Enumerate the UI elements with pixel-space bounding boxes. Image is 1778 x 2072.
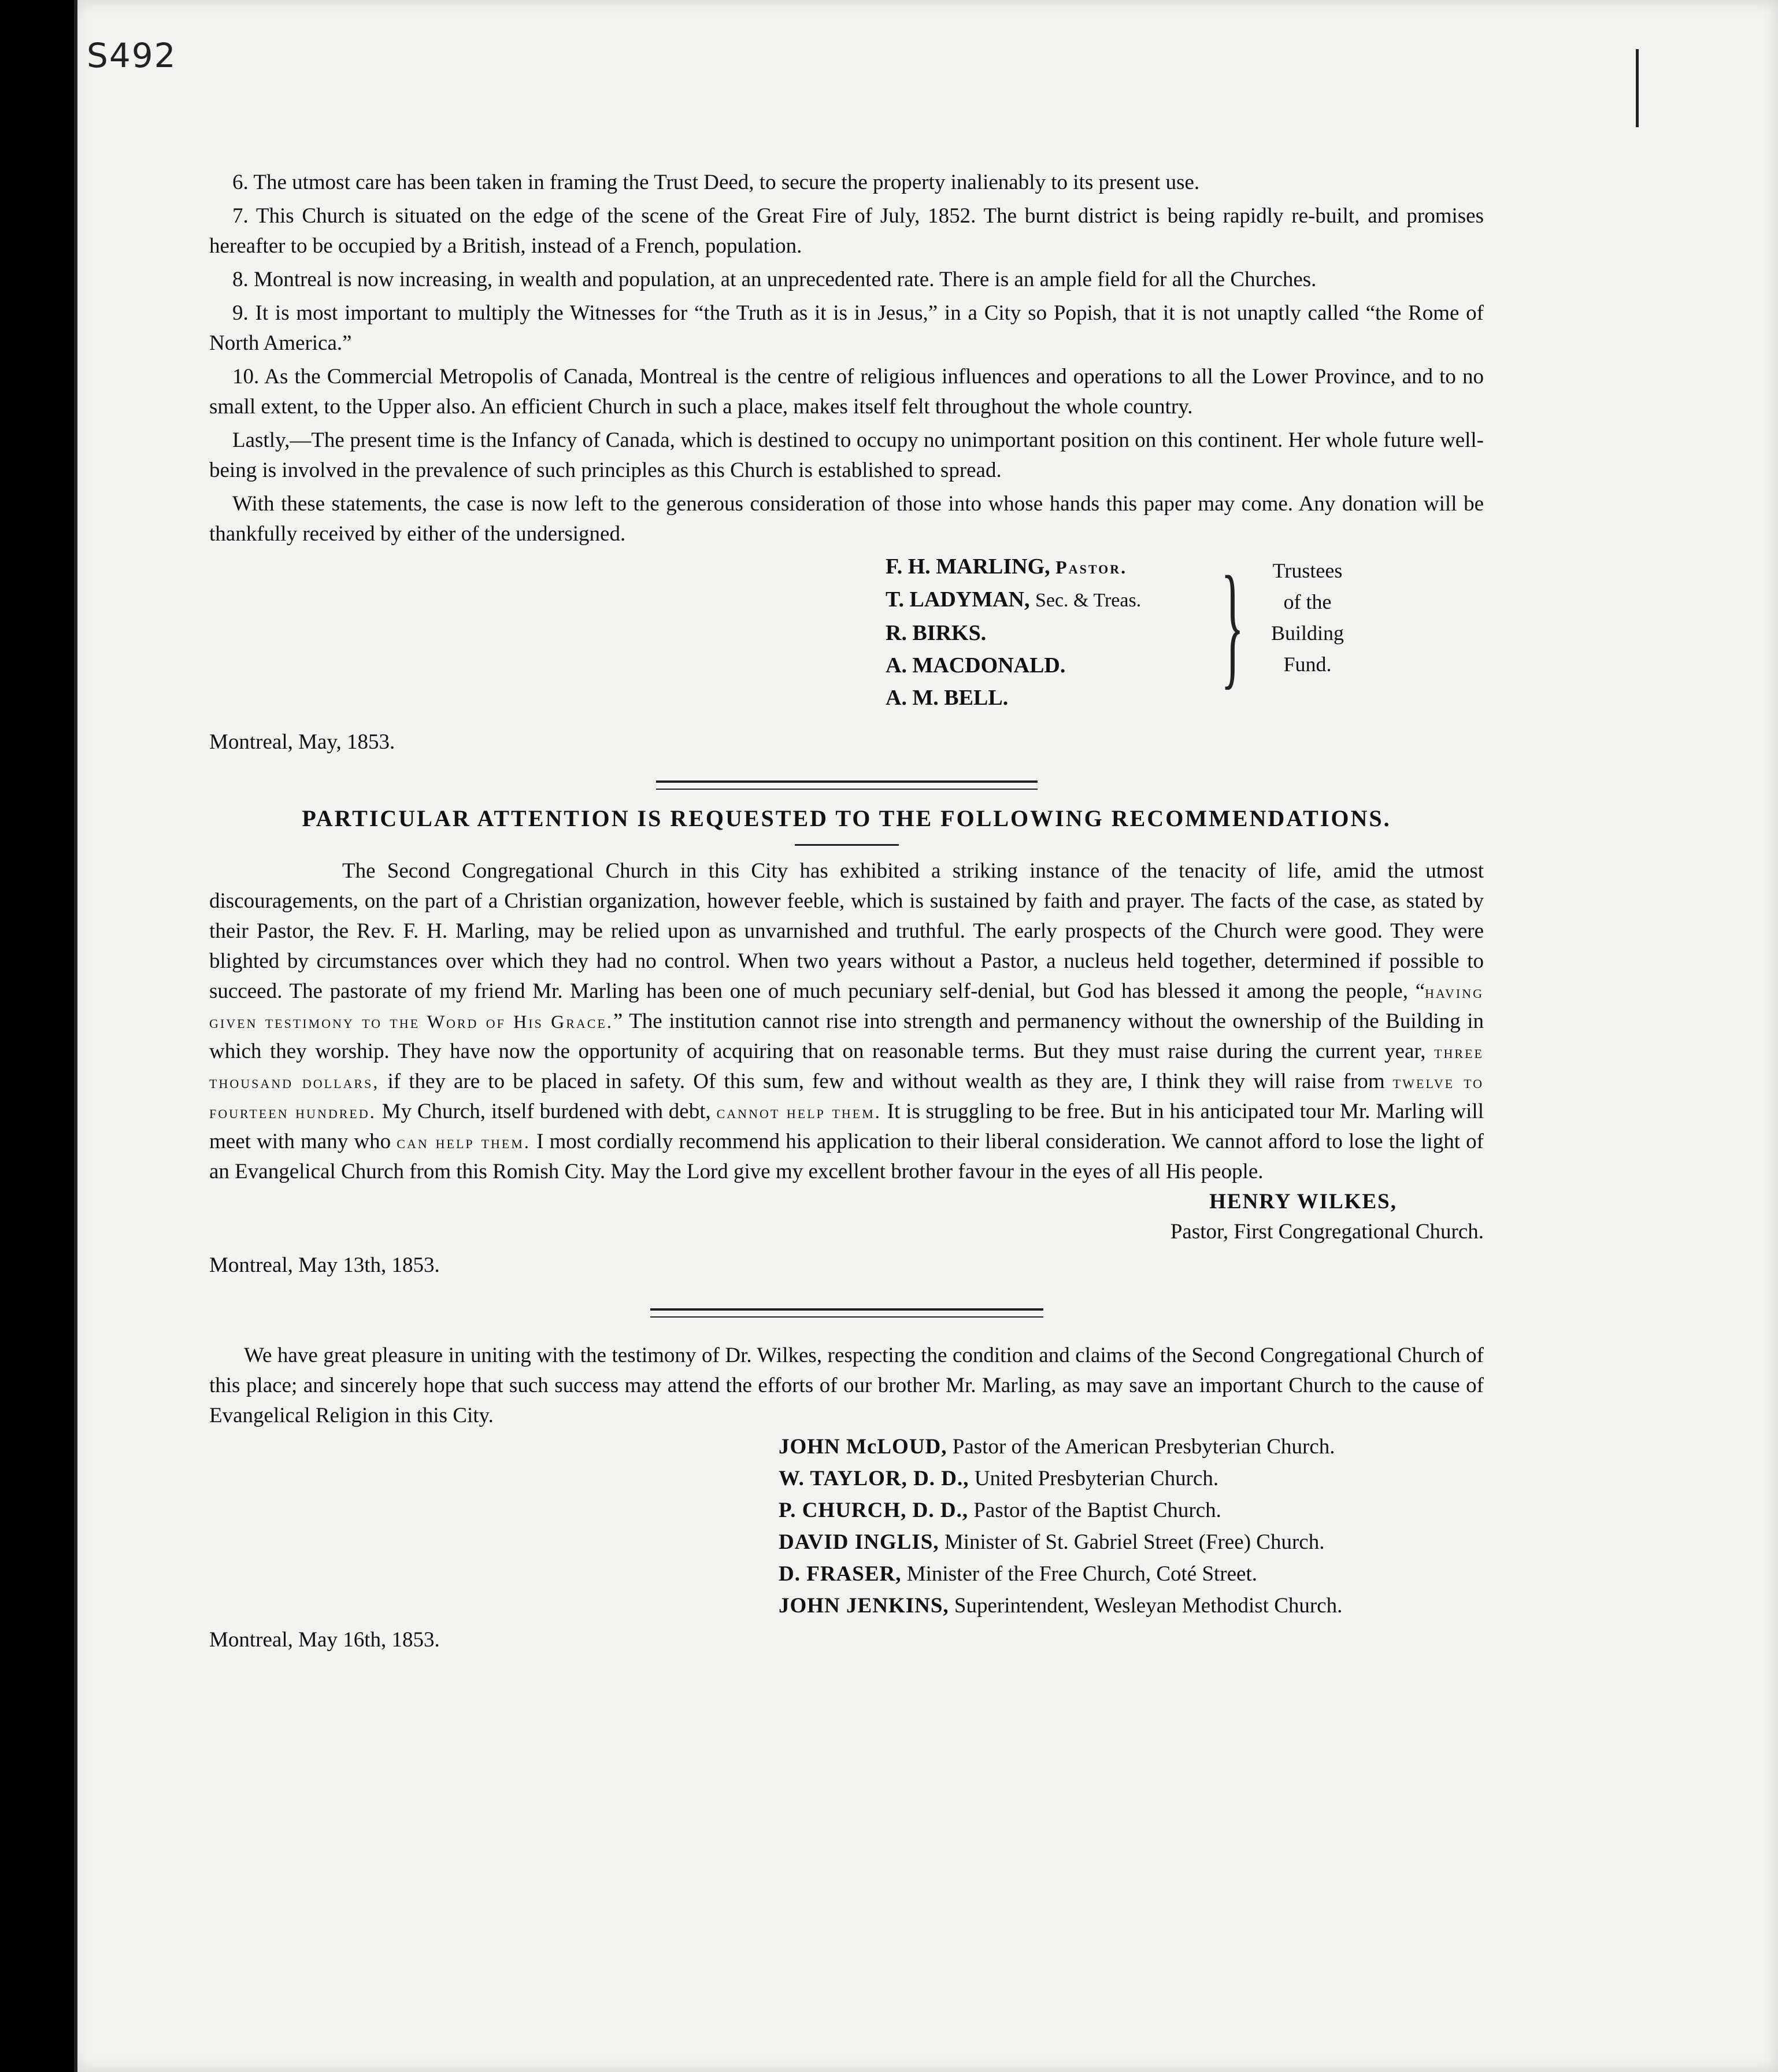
signer-5: D. FRASER, Minister of the Free Church, Coté Street. — [779, 1562, 1258, 1586]
divider-2 — [650, 1308, 1043, 1318]
trustee-2: T. LADYMAN, Sec. & Treas. — [886, 587, 1142, 612]
trustee-5: A. M. BELL. — [886, 686, 1009, 710]
divider-1 — [656, 780, 1038, 790]
item-7: 7. This Church is situated on the edge of the scene of the Great Fire of July, 1852. The burnt district is being rapidly re-built, and promises hereafter to be occupied by a British, instead of a French, population. — [209, 204, 1484, 258]
clergy-endorsement: We have great pleasure in uniting with the testimony of Dr. Wilkes, respecting the condition and claims of the Second Congregational Church of this place; and sincerely hope that such success may attend the efforts of our brother Mr. Marling, as may save an important Church to the cause of Evangelical Religion in this City. — [209, 1344, 1484, 1427]
item-6: 6. The utmost care has been taken in framing the Trust Deed, to secure the property inalienably to its present use. — [232, 171, 1200, 194]
lastly-paragraph: Lastly,—The present time is the Infancy of Canada, which is destined to occupy no unimportant position on this continent. Her whole future well-being is involved in the prevalence of such principles as this Church is established to spread. — [209, 428, 1484, 482]
trustee-signatures — [209, 547, 1484, 724]
brace-icon: } — [1221, 547, 1244, 701]
clergy-signatures — [779, 1431, 1484, 1622]
item-8: 8. Montreal is now increasing, in wealth and population, at an unprecedented rate. There is an ample field for all the Churches. — [232, 268, 1317, 291]
trustee-3: R. BIRKS. — [886, 621, 987, 645]
item-9: 9. It is most important to multiply the Witnesses for “the Truth as it is in Jesus,” in a City so Popish, that it is not unaptly called “the Rome of North America.” — [209, 301, 1484, 355]
document-body — [209, 168, 1484, 1655]
trustee-1: F. H. MARLING, Pastor. — [886, 554, 1128, 579]
date-line-3: Montreal, May 16th, 1853. — [209, 1628, 440, 1652]
signer-3: P. CHURCH, D. D., Pastor of the Baptist Church. — [779, 1498, 1221, 1522]
signer-6: JOHN JENKINS, Superintendent, Wesleyan Methodist Church. — [779, 1594, 1343, 1618]
right-edge-mark — [1636, 49, 1639, 127]
recommendations-heading: PARTICULAR ATTENTION IS REQUESTED TO THE FOLLOWING RECOMMENDATIONS. — [302, 805, 1391, 831]
signer-1: JOHN McLOUD, Pastor of the American Presbyterian Church. — [779, 1435, 1335, 1459]
heading-underline — [795, 844, 899, 846]
wilkes-title: Pastor, First Congregational Church. — [1170, 1220, 1484, 1244]
trustees-label: Trustees of the Building Fund. — [1270, 559, 1344, 676]
closing-paragraph: With these statements, the case is now left to the generous consideration of those into whose hands this paper may come. Any donation will be thankfully received by either of the undersigned. — [209, 492, 1484, 546]
wilkes-letter: The Second Congregational Church in this City has exhibited a striking instance of the tenacity of life, amid the utmost discouragements, on the part of a Christian organization, however feeble, which is sustained by faith and prayer. The facts of the case, as stated by their Pastor, the Rev. F. H. Marling, may be relied upon as unvarnished and truthful. The early prospects of the Church were good. They were blighted by circumstances over which they had no control. When two years without a Pastor, a nucleus held together, determined if possible to succeed. The pastorate of my friend Mr. Marling has been one of much pecuniary self-denial, but God has blessed it among the people, “having given testimony to the Word of His Grace.” The institution cannot rise into strength and permanency without the ownership of the Building in which they worship. They have now the opportunity of acquiring that on reasonable terms. But they must raise during the current year, three thousand dollars, if they are to be placed in safety. Of this sum, few and without wealth as they are, I think they will raise from twelve to fourteen hundred. My Church, itself burdened with debt, cannot help them. It is struggling to be free. But in his anticipated tour Mr. Marling will meet with many who can help them. I most cordially recommend his application to their liberal consideration. We cannot afford to lose the light of an Evangelical Church from this Romish City. May the Lord give my excellent brother favour in the eyes of all His people. — [209, 859, 1484, 1183]
date-line-2: Montreal, May 13th, 1853. — [209, 1253, 440, 1277]
trustee-4: A. MACDONALD. — [886, 653, 1066, 678]
left-edge-rule — [74, 0, 77, 2072]
signer-4: DAVID INGLIS, Minister of St. Gabriel Street (Free) Church. — [779, 1530, 1325, 1554]
item-10: 10. As the Commercial Metropolis of Canada, Montreal is the centre of religious influences and operations to all the Lower Province, and to no small extent, to the Upper also. An efficient Church in such a place, makes itself felt throughout the whole country. — [209, 365, 1484, 419]
wilkes-signature: HENRY WILKES, — [1209, 1190, 1397, 1213]
signer-2: W. TAYLOR, D. D., United Presbyterian Church. — [779, 1467, 1219, 1490]
archive-handnote: S492 — [87, 36, 177, 75]
date-line-1: Montreal, May, 1853. — [209, 730, 395, 754]
trustee-names — [886, 550, 1141, 714]
